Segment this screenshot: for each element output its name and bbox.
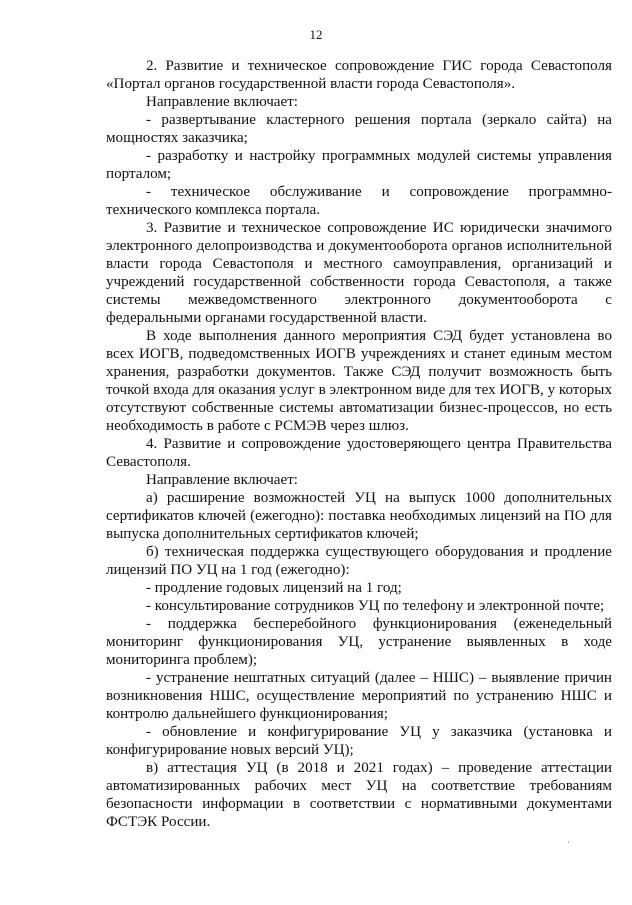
list-item: - продление годовых лицензий на 1 год; (146, 580, 402, 596)
paragraph: Направление включает: (146, 472, 298, 488)
page-number: 12 (309, 27, 323, 42)
paragraph: 2. Развитие и техническое сопровождение ГИС города Севастополя «Портал органов государственной власти города Севастополя». (106, 58, 612, 92)
list-item: - устранение нештатных ситуаций (далее – НШС) – выявление причин возникновения НШС, осуществление мероприятий по устранению НШС и контролю дальнейшего функционирования; (106, 670, 612, 722)
list-item: - поддержка бесперебойного функционирования (еженедельный мониторинг функционирования УЦ, устранение выявленных в ходе мониторинга проблем); (106, 616, 612, 668)
paragraph: В ходе выполнения данного мероприятия СЭД будет установлена во всех ИОГВ, подведомственных ИОГВ учреждениях и станет единым местом хранения, разработки документов. Также СЭД получит возможность быть точкой входа для оказания услуг в электронном виде для тех ИОГВ, у которых отсутствуют собственные системы автоматизации бизнес-процессов, но есть необходимость в работе с РСМЭВ через шлюз. (106, 328, 612, 434)
list-item: - разработку и настройку программных модулей системы управления порталом; (106, 148, 612, 182)
document-body (106, 57, 612, 831)
list-item: - обновление и конфигурирование УЦ у заказчика (установка и конфигурирование новых версий УЦ); (106, 724, 612, 758)
list-item: - техническое обслуживание и сопровождение программно-технического комплекса портала. (106, 184, 612, 218)
stray-mark: ˌ (567, 833, 570, 843)
list-item: б) техническая поддержка существующего оборудования и продление лицензий ПО УЦ на 1 год (ежегодно): (106, 544, 612, 578)
list-item: - консультирование сотрудников УЦ по телефону и электронной почте; (146, 598, 605, 614)
paragraph: 4. Развитие и сопровождение удостоверяющего центра Правительства Севастополя. (106, 436, 612, 470)
paragraph: Направление включает: (146, 94, 298, 110)
list-item: в) аттестация УЦ (в 2018 и 2021 годах) – проведение аттестации автоматизированных рабочих мест УЦ на соответствие требованиям безопасности информации в соответствии с нормативными документами ФСТЭК России. (106, 760, 612, 830)
list-item: а) расширение возможностей УЦ на выпуск 1000 дополнительных сертификатов ключей (ежегодно): поставка необходимых лицензий на ПО для выпуска дополнительных сертификатов ключей; (106, 490, 612, 542)
list-item: - развертывание кластерного решения портала (зеркало сайта) на мощностях заказчика; (106, 112, 612, 146)
paragraph: 3. Развитие и техническое сопровождение ИС юридически значимого электронного делопроизводства и документооборота органов исполнительной власти города Севастополя и местного самоуправления, организаций и учреждений государственной собственности города Севастополя, а также системы межведомственного электронного документооборота с федеральными органами государственной власти. (106, 220, 612, 326)
